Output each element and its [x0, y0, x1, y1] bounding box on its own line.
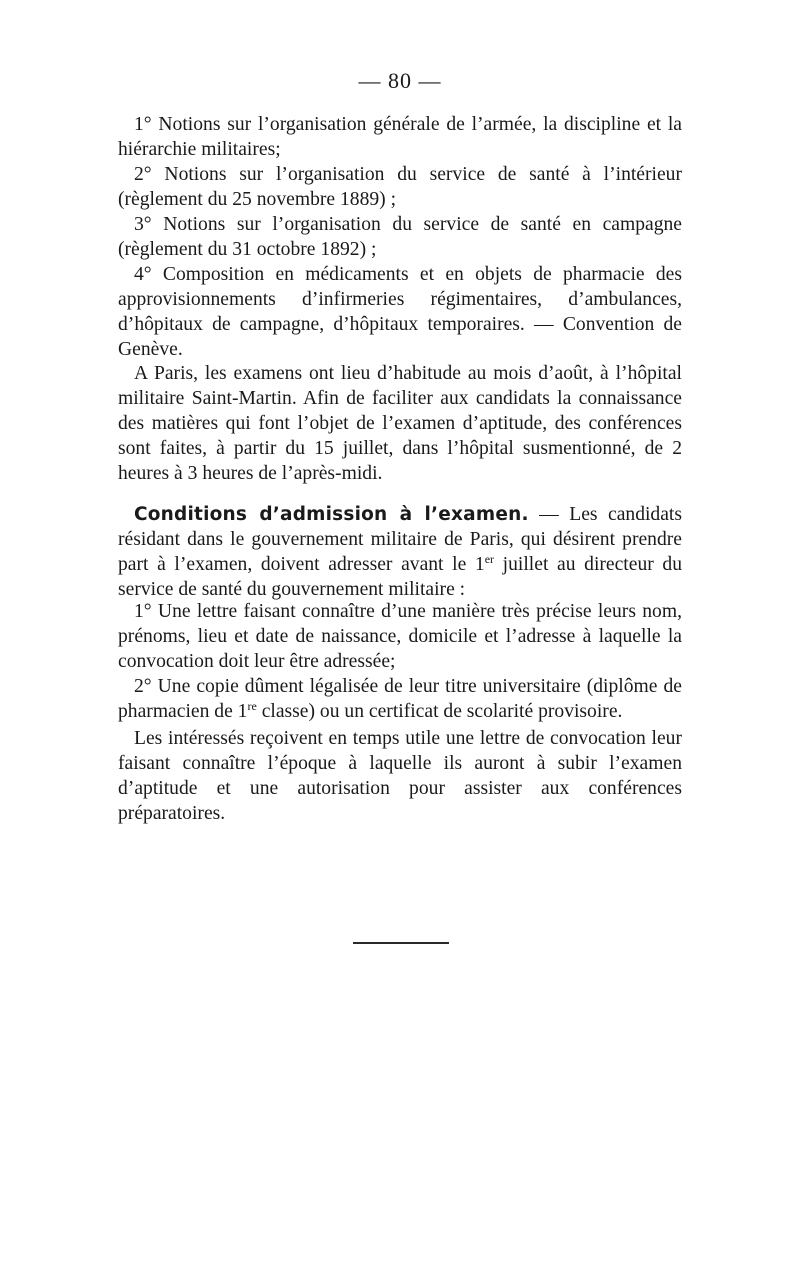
list-item-text-start: 2° Une copie dûment légalisée de leur titre universitaire (diplôme de pharmacien de 1 — [118, 676, 682, 722]
documents-list — [118, 599, 682, 724]
list-item — [118, 674, 682, 724]
section-heading: Conditions d’admission à l’examen. — [134, 504, 529, 525]
conditions-text-start: — Les candidats résidant dans le gouvernement militaire de Paris, qui désirent prendre part à l’examen, doivent adresser avant le 1 — [118, 504, 682, 575]
section-divider — [353, 942, 449, 944]
conditions-paragraph — [118, 502, 682, 602]
list-item: 1° Notions sur l’organisation générale de l’armée, la discipline et la hiérarchie militaires; — [118, 114, 682, 160]
ordinal-superscript: re — [247, 699, 257, 713]
list-item-text-end: classe) ou un certificat de scolarité provisoire. — [256, 701, 623, 722]
list-item: 3° Notions sur l’organisation du service de santé en campagne (règlement du 31 octobre 1892) ; — [118, 214, 682, 260]
conditions-text-end: juillet au directeur du service de santé du gouvernement militaire : — [118, 554, 682, 600]
paris-paragraph-container — [118, 361, 682, 486]
paris-paragraph: A Paris, les examens ont lieu d’habitude au mois d’août, à l’hôpital militaire Saint-Martin. Afin de faciliter aux candidats la connaissance des matières qui font l’objet de l’examen d’aptitude, des conférences sont faites, à partir du 15 juillet, dans l’hôpital susmentionné, de 2 heures à 3 heures de l’après-midi. — [118, 363, 682, 484]
list-item: 2° Notions sur l’organisation du service de santé à l’intérieur (règlement du 25 novembre 1889) ; — [118, 164, 682, 210]
conditions-section — [118, 502, 682, 602]
page-number: — 80 — — [358, 68, 442, 93]
list-item: 1° Une lettre faisant connaître d’une manière très précise leurs nom, prénoms, lieu et date de naissance, domicile et l’adresse à laquelle la convocation doit leur être adressée; — [118, 601, 682, 672]
ordinal-superscript: er — [484, 552, 495, 566]
list-item: 4° Composition en médicaments et en objets de pharmacie des approvisionnements d’infirmeries régimentaires, d’ambulances, d’hôpitaux de campagne, d’hôpitaux temporaires. — Convention de Genève. — [118, 264, 682, 360]
closing-paragraph-container — [118, 726, 682, 826]
closing-paragraph: Les intéressés reçoivent en temps utile une lettre de convocation leur faisant connaître l’époque à laquelle ils auront à subir l’examen d’aptitude et une autorisation pour assister aux conférences préparatoires. — [118, 728, 682, 824]
exam-subjects-list — [118, 112, 682, 362]
